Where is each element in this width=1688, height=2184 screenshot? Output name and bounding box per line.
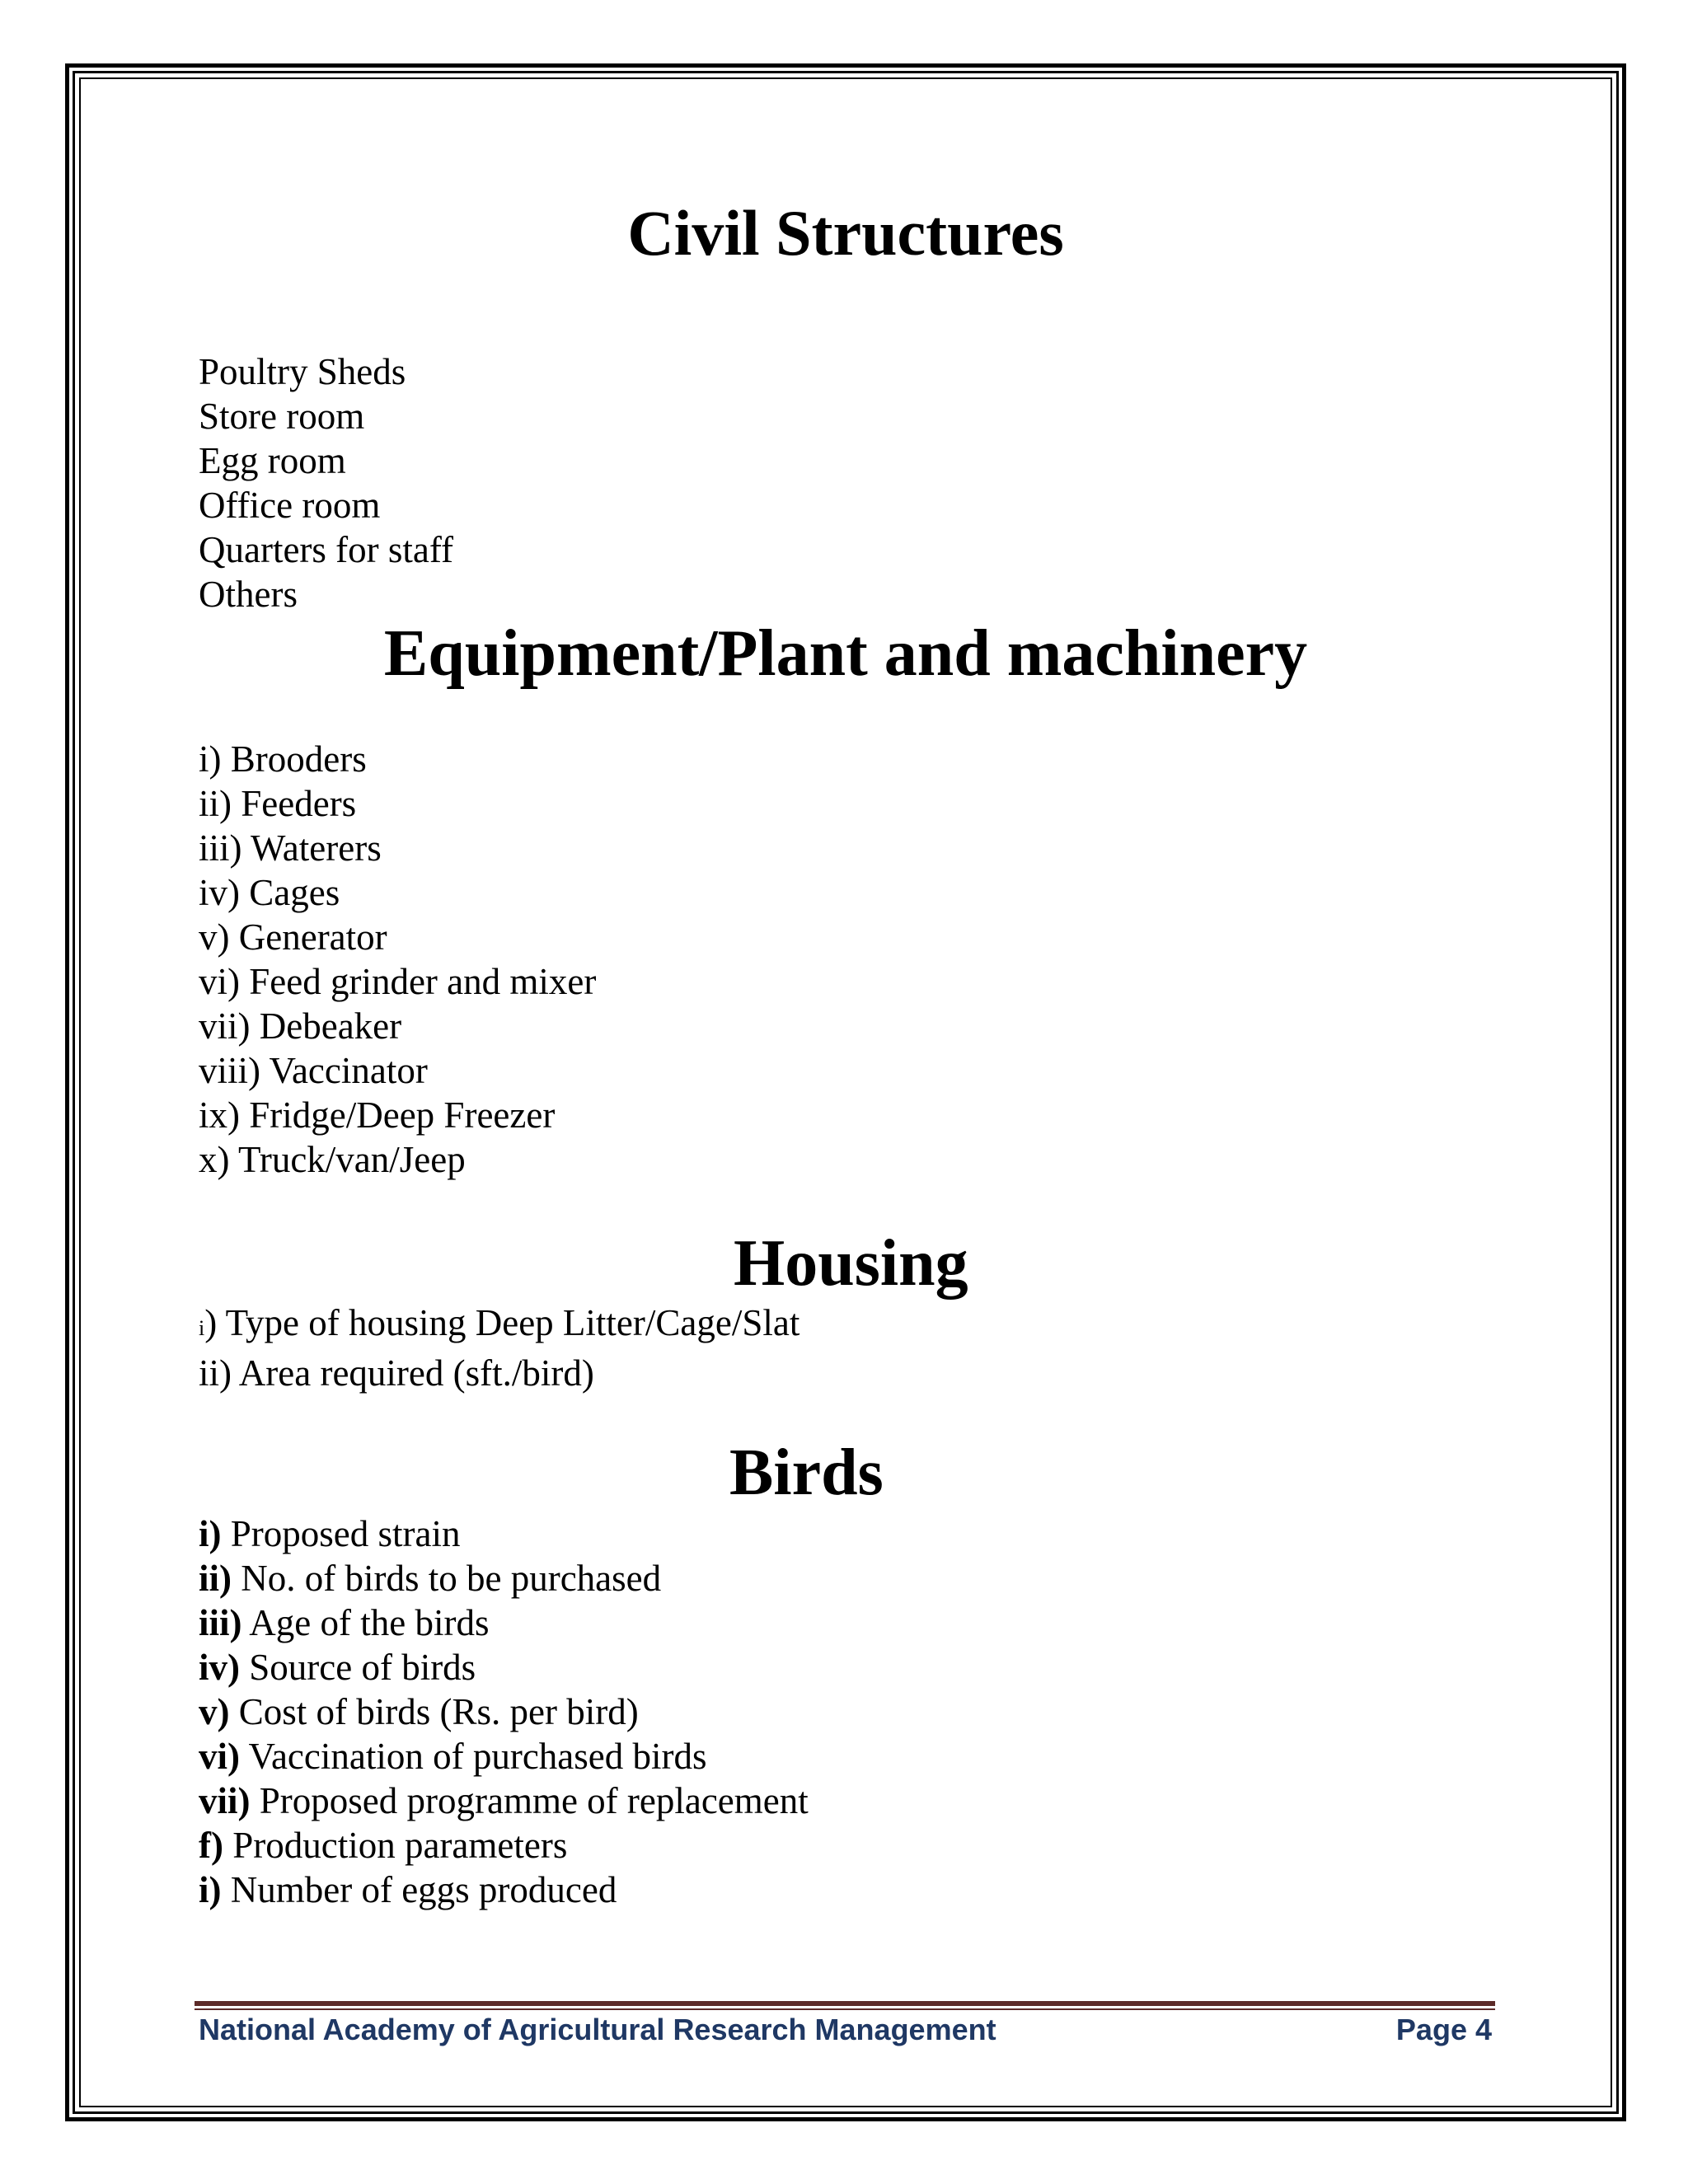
item-number: vii)	[199, 1780, 251, 1821]
item-number: x)	[199, 1139, 230, 1180]
list-item	[199, 1601, 809, 1645]
birds-heading: Birds	[729, 1436, 884, 1509]
list-item: Poultry Sheds	[199, 351, 406, 392]
list-item: Office room	[199, 485, 381, 526]
item-number: ii)	[199, 1352, 232, 1394]
item-text: Number of eggs produced	[230, 1869, 617, 1910]
item-text: Source of birds	[249, 1647, 476, 1688]
item-text: No. of birds to be purchased	[241, 1558, 662, 1599]
list-item	[199, 1511, 809, 1556]
item-text: ) Type of housing Deep Litter/Cage/Slat	[204, 1302, 800, 1343]
item-number: i	[199, 1316, 205, 1340]
item-text: Cost of birds (Rs. per bird)	[238, 1691, 639, 1732]
list-item	[199, 1301, 799, 1351]
page-number: Page 4	[1395, 2013, 1492, 2046]
list-item	[199, 1690, 809, 1734]
list-item	[199, 826, 596, 870]
list-item	[199, 781, 596, 826]
civil-structures-heading: Civil Structures	[627, 197, 1064, 269]
item-text: Proposed programme of replacement	[259, 1780, 809, 1821]
list-item	[199, 870, 596, 915]
item-text: Area required (sft./bird)	[238, 1352, 594, 1394]
list-item: Quarters for staff	[199, 529, 454, 570]
item-number: vi)	[199, 1736, 240, 1777]
list-item	[199, 737, 596, 781]
footer-rule	[195, 2001, 1495, 2006]
civil-structures-list	[199, 349, 453, 616]
list-item: Egg room	[199, 440, 346, 481]
footer-rule-thin	[195, 2008, 1495, 2010]
item-number: iii)	[199, 827, 242, 869]
item-text: Vaccinator	[269, 1050, 428, 1091]
list-item	[199, 915, 596, 959]
item-text: Age of the birds	[249, 1602, 490, 1643]
list-item: Store room	[199, 396, 365, 437]
list-item	[199, 959, 596, 1004]
item-text: Generator	[238, 916, 387, 958]
item-text: Debeaker	[259, 1005, 402, 1047]
housing-list	[199, 1301, 799, 1395]
item-number: i)	[199, 1869, 222, 1910]
list-item	[199, 1351, 799, 1395]
housing-heading: Housing	[734, 1227, 968, 1300]
item-number: ix)	[199, 1094, 240, 1136]
list-item	[199, 1823, 809, 1868]
item-text: Waterers	[250, 827, 382, 869]
list-item	[199, 1556, 809, 1601]
item-number: iv)	[199, 1647, 240, 1688]
equipment-heading: Equipment/Plant and machinery	[383, 617, 1308, 690]
list-item	[199, 1779, 809, 1823]
equipment-list	[199, 737, 596, 1182]
list-item	[199, 1645, 809, 1690]
item-number: v)	[199, 1691, 230, 1732]
item-text: Truck/van/Jeep	[237, 1139, 466, 1180]
item-number: iv)	[199, 872, 240, 913]
item-number: viii)	[199, 1050, 260, 1091]
item-text: Fridge/Deep Freezer	[249, 1094, 556, 1136]
item-text: Proposed strain	[230, 1513, 461, 1554]
list-item	[199, 1734, 809, 1779]
list-item	[199, 1137, 596, 1182]
item-text: Cages	[249, 872, 340, 913]
item-text: Vaccination of purchased birds	[248, 1736, 707, 1777]
list-item	[199, 1048, 596, 1093]
birds-list	[199, 1511, 809, 1912]
item-number: f)	[199, 1825, 223, 1866]
item-text: Feeders	[241, 783, 357, 824]
item-number: i)	[199, 738, 222, 780]
item-number: ii)	[199, 783, 232, 824]
item-number: i)	[199, 1513, 222, 1554]
footer-organization: National Academy of Agricultural Research Management	[199, 2013, 996, 2046]
item-number: ii)	[199, 1558, 232, 1599]
list-item: Others	[199, 574, 298, 615]
item-number: vi)	[199, 961, 240, 1002]
item-number: v)	[199, 916, 230, 958]
item-text: Brooders	[230, 738, 367, 780]
item-number: iii)	[199, 1602, 242, 1643]
list-item	[199, 1004, 596, 1048]
item-text: Feed grinder and mixer	[249, 961, 597, 1002]
item-text: Production parameters	[232, 1825, 568, 1866]
item-number: vii)	[199, 1005, 251, 1047]
list-item	[199, 1093, 596, 1137]
list-item	[199, 1868, 809, 1912]
